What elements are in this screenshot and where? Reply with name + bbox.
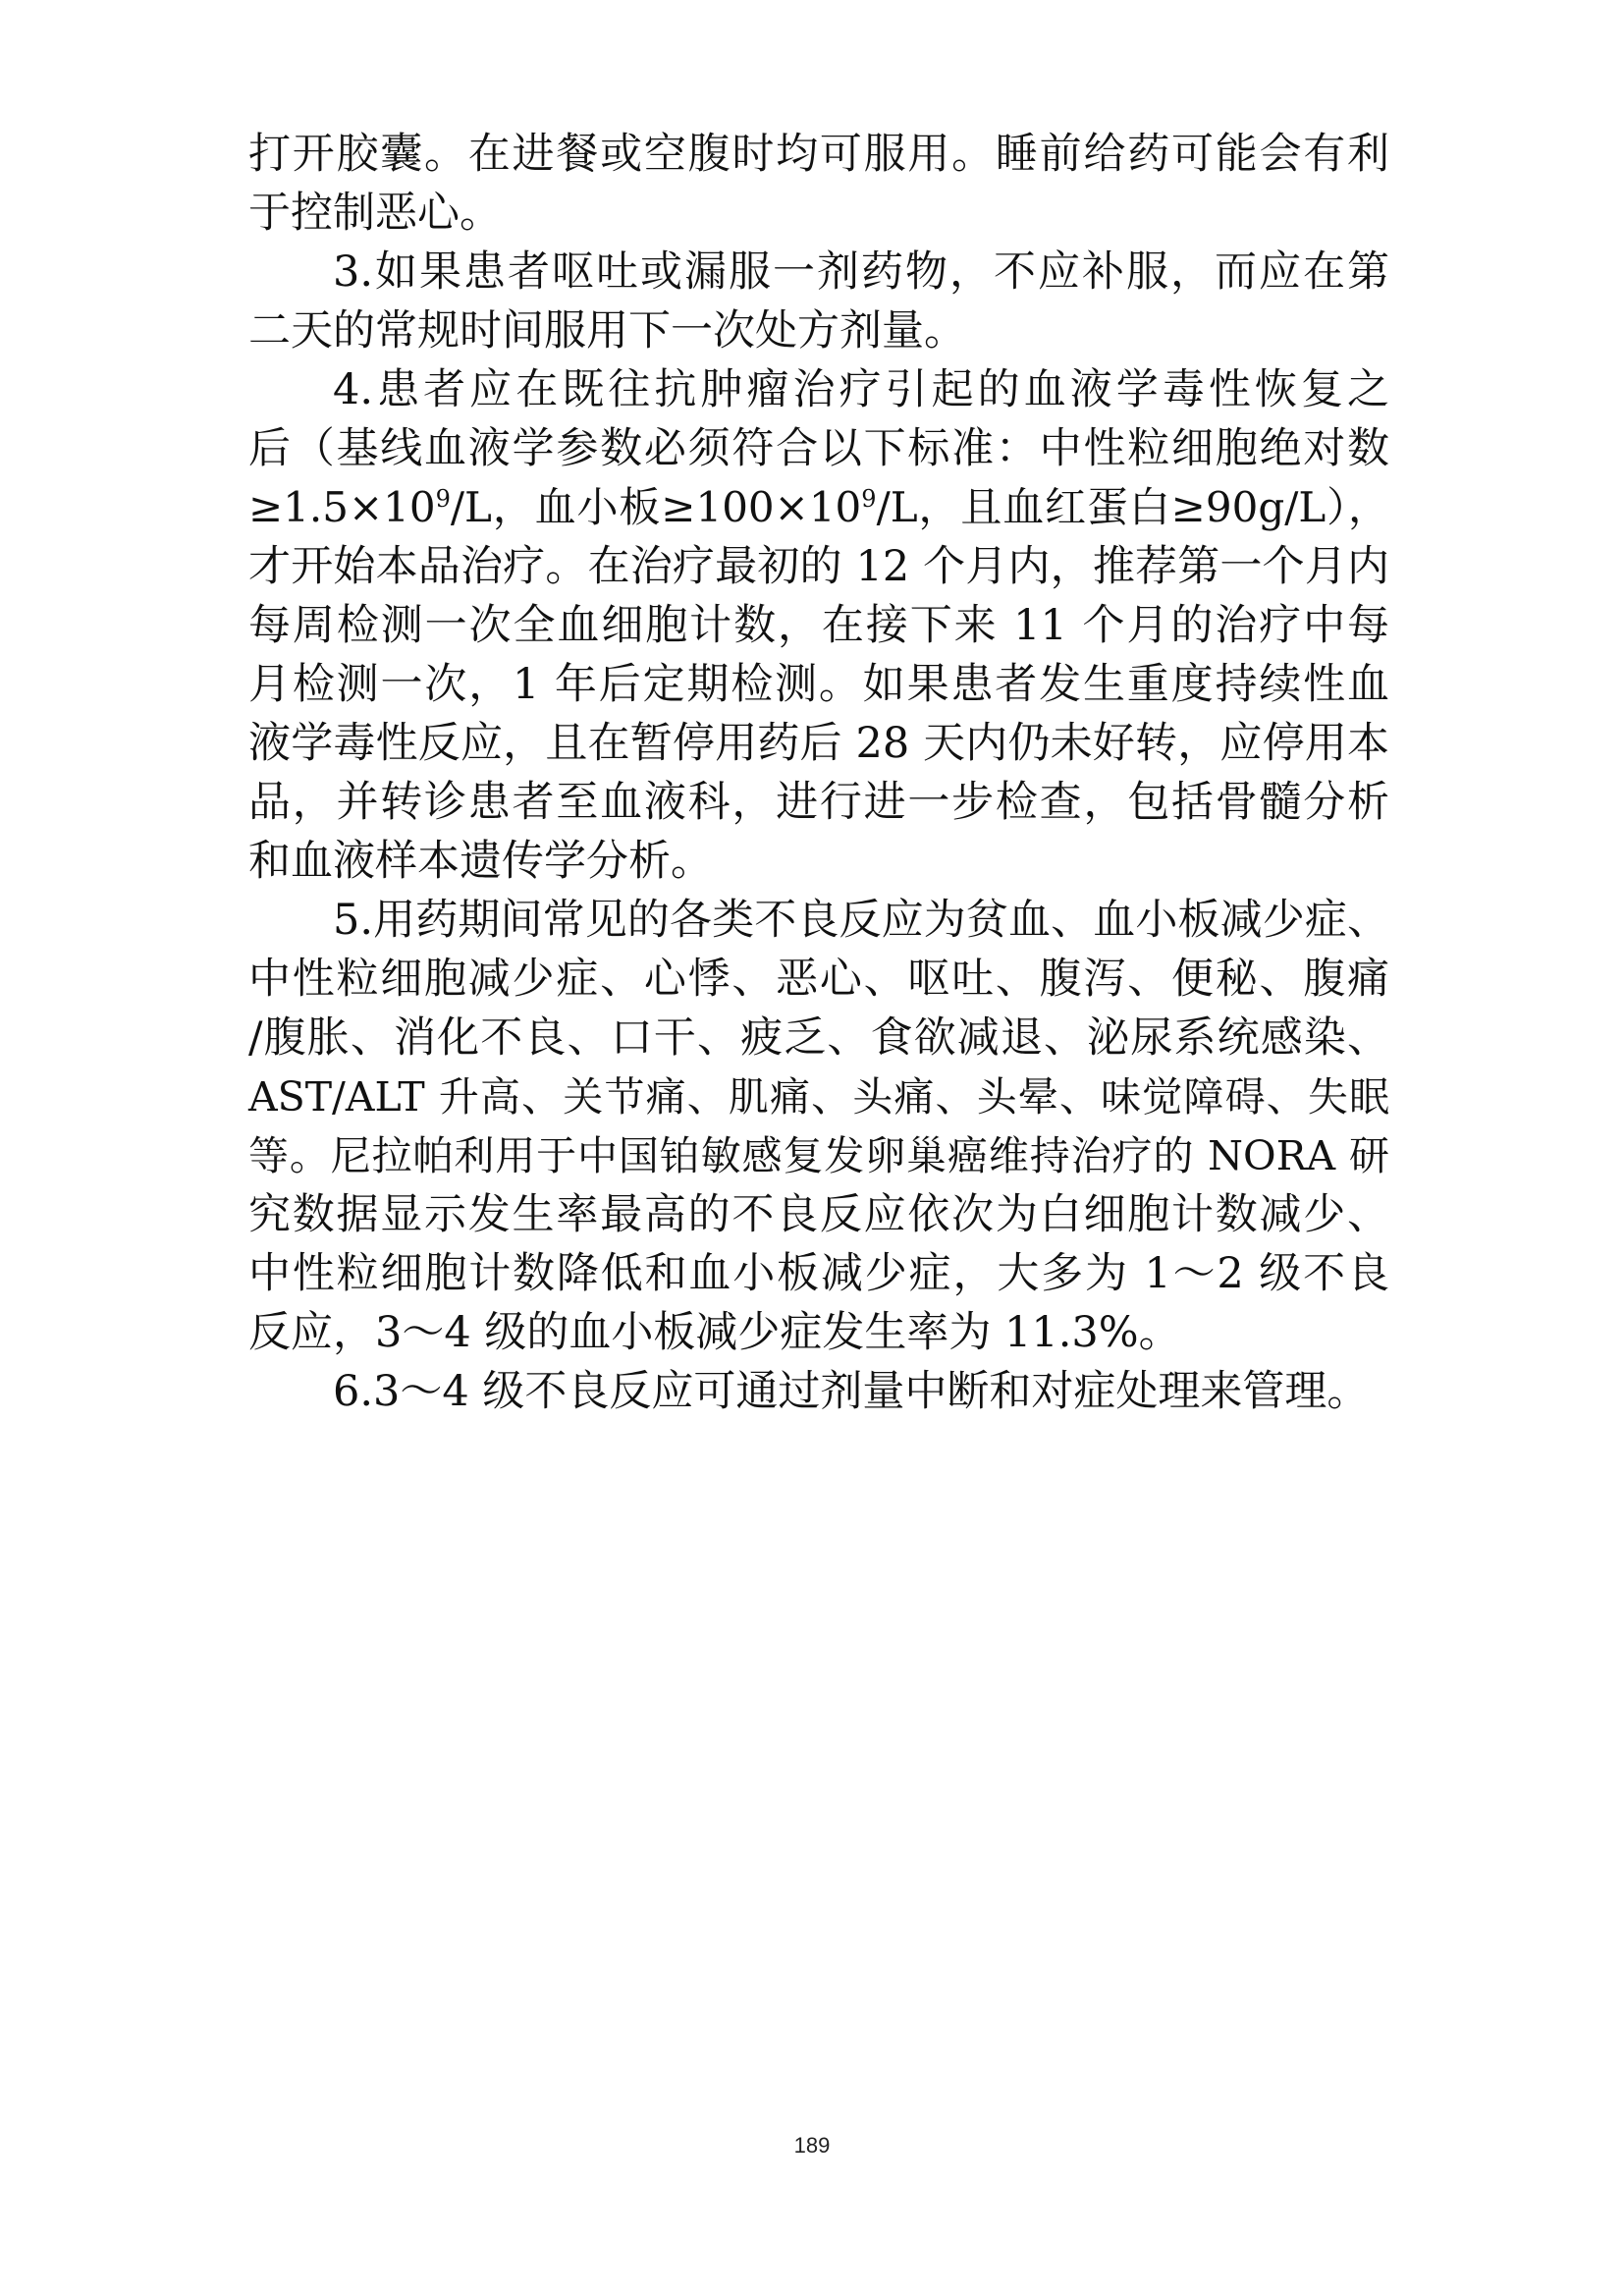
paragraph-line: 每周检测一次全血细胞计数，在接下来 11 个月的治疗中每 — [248, 601, 1389, 650]
paragraph-line: 后（基线血液学参数必须符合以下标准：中性粒细胞绝对数 — [248, 424, 1389, 473]
paragraph-line: AST/ALT 升高、关节痛、肌痛、头痛、头晕、味觉障碍、失眠 — [248, 1073, 1389, 1121]
exponent: 9 — [861, 485, 877, 513]
paragraph-text: 用药期间常见的各类不良反应为贫血、血小板减少症、 — [373, 896, 1389, 945]
list-item-5 — [333, 891, 1389, 950]
paragraph-text: 患者应在既往抗肿瘤治疗引起的血液学毒性恢复之 — [373, 365, 1389, 414]
paragraph-line: 和血液样本遗传学分析。 — [248, 837, 713, 886]
paragraph-line: 等。尼拉帕利用于中国铂敏感复发卵巢癌维持治疗的 NORA 研 — [248, 1132, 1389, 1179]
list-item-6 — [333, 1362, 1389, 1421]
list-number: 5. — [333, 896, 374, 945]
paragraph-line: 二天的常规时间服用下一次处方剂量。 — [248, 306, 966, 355]
paragraph-text: 如果患者呕吐或漏服一剂药物，不应补服，而应在第 — [373, 247, 1389, 297]
paragraph-line: 液学毒性反应，且在暂停用药后 28 天内仍未好转，应停用本 — [248, 719, 1389, 768]
paragraph-text: 3～4 级不良反应可通过剂量中断和对症处理来管理。 — [373, 1367, 1370, 1416]
paragraph-line: 中性粒细胞计数降低和血小板减少症，大多为 1～2 级不良 — [248, 1249, 1389, 1298]
neutrophil-criterion: ≥1.5×10 — [248, 483, 436, 531]
paragraph-line: /腹胀、消化不良、口干、疲乏、食欲减退、泌尿系统感染、 — [248, 1013, 1389, 1063]
exponent: 9 — [435, 485, 451, 513]
paragraph-line: 才开始本品治疗。在治疗最初的 12 个月内，推荐第一个月内 — [248, 542, 1389, 591]
criteria-line — [248, 478, 1389, 537]
list-number: 6. — [333, 1367, 374, 1416]
page-number: 189 — [793, 2133, 831, 2158]
paragraph-line: 于控制恶心。 — [248, 189, 502, 238]
paragraph-line: 中性粒细胞减少症、心悸、恶心、呕吐、腹泻、便秘、腹痛 — [248, 955, 1389, 1004]
platelet-criterion: /L，血小板≥100×10 — [450, 483, 862, 531]
list-number: 4. — [333, 365, 374, 414]
list-item-3 — [333, 243, 1389, 301]
list-item-4 — [333, 360, 1389, 419]
paragraph-line: 打开胶囊。在进餐或空腹时均可服用。睡前给药可能会有利 — [248, 130, 1389, 179]
paragraph-line: 品，并转诊患者至血液科，进行进一步检查，包括骨髓分析 — [248, 778, 1389, 827]
list-number: 3. — [333, 247, 374, 297]
paragraph-line: 反应，3～4 级的血小板减少症发生率为 11.3%。 — [248, 1308, 1181, 1357]
paragraph-line: 月检测一次，1 年后定期检测。如果患者发生重度持续性血 — [248, 660, 1389, 709]
paragraph-line: 究数据显示发生率最高的不良反应依次为白细胞计数减少、 — [248, 1190, 1389, 1239]
hemoglobin-criterion: /L，且血红蛋白≥90g/L）， — [876, 483, 1389, 531]
